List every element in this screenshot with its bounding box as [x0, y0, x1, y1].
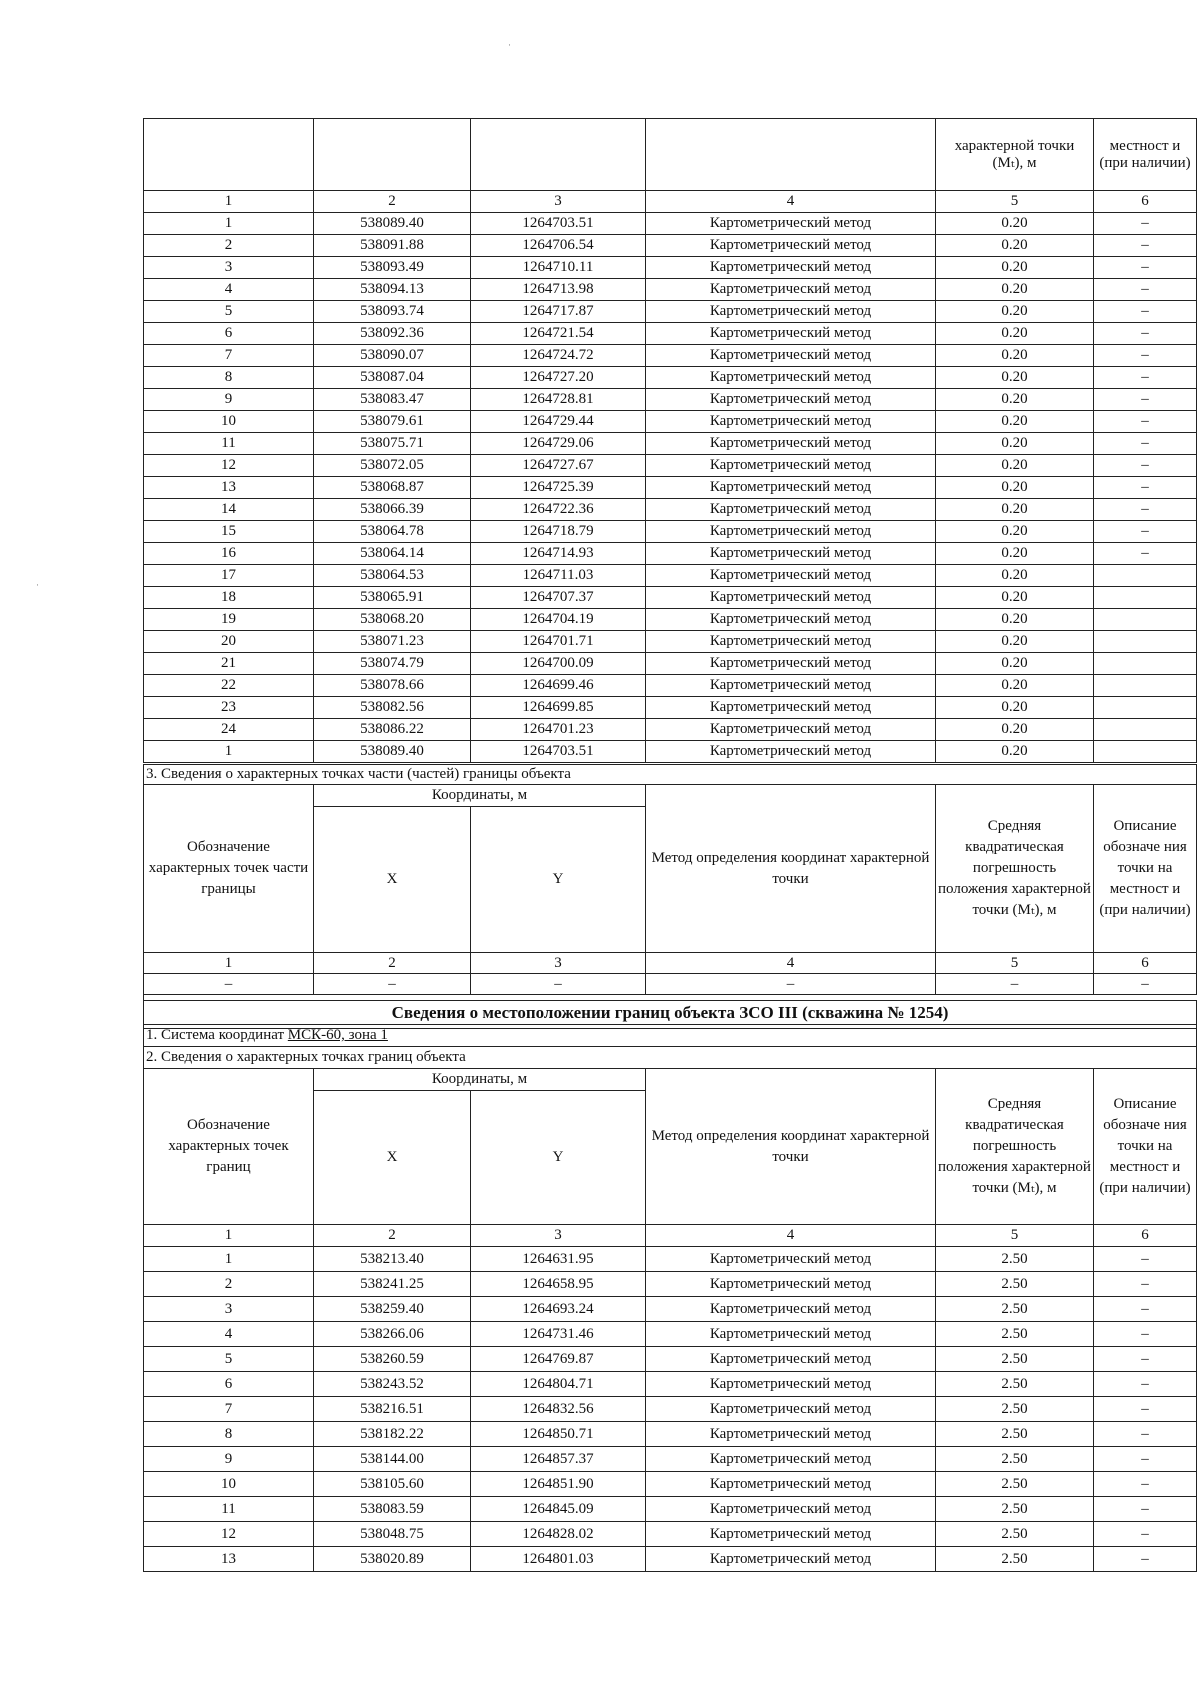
x-cell: 538020.89 — [314, 1547, 471, 1572]
point-id-cell: 4 — [144, 279, 314, 301]
y-cell: 1264714.93 — [471, 543, 646, 565]
header-description: Описание обозначе ния точки на местност и (при наличии) — [1094, 1069, 1197, 1225]
point-id-cell: 7 — [144, 1397, 314, 1422]
method-cell: Картометрический метод — [646, 1372, 936, 1397]
table-row — [144, 697, 1197, 719]
x-cell: 538075.71 — [314, 433, 471, 455]
description-cell: – — [1094, 433, 1197, 455]
x-cell: 538260.59 — [314, 1347, 471, 1372]
x-cell: 538074.79 — [314, 653, 471, 675]
description-cell: – — [1094, 455, 1197, 477]
point-id-cell: 10 — [144, 1472, 314, 1497]
method-cell: Картометрический метод — [646, 1497, 936, 1522]
point-id-cell: 13 — [144, 1547, 314, 1572]
y-cell: 1264727.67 — [471, 455, 646, 477]
x-cell: 538072.05 — [314, 455, 471, 477]
description-cell: – — [1094, 323, 1197, 345]
y-cell: 1264631.95 — [471, 1247, 646, 1272]
y-cell: 1264713.98 — [471, 279, 646, 301]
point-id-cell: 3 — [144, 1297, 314, 1322]
method-cell: Картометрический метод — [646, 565, 936, 587]
table-row — [144, 1522, 1197, 1547]
description-cell: – — [1094, 1247, 1197, 1272]
error-cell: 2.50 — [936, 1547, 1094, 1572]
error-cell: 0.20 — [936, 257, 1094, 279]
error-cell: 0.20 — [936, 719, 1094, 741]
y-cell: 1264728.81 — [471, 389, 646, 411]
point-id-cell: 1 — [144, 741, 314, 763]
section3-title: 3. Сведения о характерных точках части (частей) границы объекта — [144, 765, 1197, 785]
x-cell: 538092.36 — [314, 323, 471, 345]
coordinate-system-value: МСК-60, зона 1 — [287, 1027, 388, 1043]
error-cell: 0.20 — [936, 455, 1094, 477]
x-cell: 538065.91 — [314, 587, 471, 609]
table-row — [144, 653, 1197, 675]
y-cell: 1264704.19 — [471, 609, 646, 631]
x-cell: 538083.47 — [314, 389, 471, 411]
y-cell: 1264801.03 — [471, 1547, 646, 1572]
x-cell: 538216.51 — [314, 1397, 471, 1422]
point-id-cell: 23 — [144, 697, 314, 719]
point-id-cell: 19 — [144, 609, 314, 631]
header-description: местност и (при наличии) — [1094, 119, 1197, 191]
error-cell: 0.20 — [936, 543, 1094, 565]
x-cell: 538091.88 — [314, 235, 471, 257]
y-cell: 1264703.51 — [471, 741, 646, 763]
table-row: – – – – – – — [144, 974, 1197, 995]
error-cell: 0.20 — [936, 499, 1094, 521]
error-cell: 0.20 — [936, 675, 1094, 697]
y-cell: 1264804.71 — [471, 1372, 646, 1397]
table-row — [144, 565, 1197, 587]
point-id-cell: 4 — [144, 1322, 314, 1347]
table-row — [144, 477, 1197, 499]
header-description: Описание обозначе ния точки на местност и (при наличии) — [1094, 785, 1197, 953]
description-cell: – — [1094, 389, 1197, 411]
x-cell: 538064.78 — [314, 521, 471, 543]
y-cell: 1264693.24 — [471, 1297, 646, 1322]
description-cell: – — [1094, 543, 1197, 565]
error-cell: 0.20 — [936, 279, 1094, 301]
y-cell: 1264729.44 — [471, 411, 646, 433]
y-cell: 1264706.54 — [471, 235, 646, 257]
method-cell: Картометрический метод — [646, 1247, 936, 1272]
x-cell: 538079.61 — [314, 411, 471, 433]
point-id-cell: 5 — [144, 1347, 314, 1372]
y-cell: 1264724.72 — [471, 345, 646, 367]
zso-table — [143, 1000, 1197, 1572]
method-cell: Картометрический метод — [646, 257, 936, 279]
column-numbers-row: 1 2 3 4 5 6 — [144, 1225, 1197, 1247]
table-row — [144, 675, 1197, 697]
table-row — [144, 389, 1197, 411]
method-cell: Картометрический метод — [646, 367, 936, 389]
table-row — [144, 499, 1197, 521]
x-cell: 538182.22 — [314, 1422, 471, 1447]
x-cell: 538241.25 — [314, 1272, 471, 1297]
point-id-cell: 3 — [144, 257, 314, 279]
header-x: X — [314, 807, 471, 953]
y-cell: 1264727.20 — [471, 367, 646, 389]
description-cell: – — [1094, 213, 1197, 235]
x-cell: 538082.56 — [314, 697, 471, 719]
method-cell: Картометрический метод — [646, 609, 936, 631]
table-row — [144, 719, 1197, 741]
table-row — [144, 631, 1197, 653]
error-cell: 2.50 — [936, 1372, 1094, 1397]
table-row — [144, 455, 1197, 477]
table-row — [144, 411, 1197, 433]
description-cell: – — [1094, 279, 1197, 301]
header-method: Метод определения координат характерной точки — [646, 1069, 936, 1225]
x-cell: 538089.40 — [314, 213, 471, 235]
table-row — [144, 1247, 1197, 1272]
description-cell — [1094, 675, 1197, 697]
table-row — [144, 323, 1197, 345]
table-row — [144, 257, 1197, 279]
table-row — [144, 301, 1197, 323]
table-row — [144, 741, 1197, 763]
point-id-cell: 24 — [144, 719, 314, 741]
point-id-cell: 7 — [144, 345, 314, 367]
error-cell: 2.50 — [936, 1272, 1094, 1297]
method-cell: Картометрический метод — [646, 499, 936, 521]
y-cell: 1264851.90 — [471, 1472, 646, 1497]
table-row — [144, 1447, 1197, 1472]
description-cell: – — [1094, 367, 1197, 389]
method-cell: Картометрический метод — [646, 411, 936, 433]
point-id-cell: 17 — [144, 565, 314, 587]
description-cell: – — [1094, 1522, 1197, 1547]
error-cell: 2.50 — [936, 1397, 1094, 1422]
description-cell — [1094, 587, 1197, 609]
header-error: характерной точки (Mₜ), м — [936, 119, 1094, 191]
error-cell: 0.20 — [936, 433, 1094, 455]
description-cell — [1094, 719, 1197, 741]
x-cell: 538068.20 — [314, 609, 471, 631]
point-id-cell: 5 — [144, 301, 314, 323]
point-id-cell: 13 — [144, 477, 314, 499]
description-cell: – — [1094, 1297, 1197, 1322]
header-y: Y — [471, 807, 646, 953]
description-cell — [1094, 565, 1197, 587]
error-cell: 2.50 — [936, 1347, 1094, 1372]
error-cell: 0.20 — [936, 697, 1094, 719]
method-cell: Картометрический метод — [646, 1447, 936, 1472]
table-row — [144, 1397, 1197, 1422]
error-cell: 0.20 — [936, 301, 1094, 323]
error-cell: 0.20 — [936, 631, 1094, 653]
y-cell: 1264710.11 — [471, 257, 646, 279]
x-cell: 538144.00 — [314, 1447, 471, 1472]
method-cell: Картометрический метод — [646, 1397, 936, 1422]
x-cell: 538064.14 — [314, 543, 471, 565]
header-error: Средняя квадратическая погрешность положения характерной точки (Mₜ), м — [936, 785, 1094, 953]
method-cell: Картометрический метод — [646, 1322, 936, 1347]
method-cell: Картометрический метод — [646, 279, 936, 301]
description-cell: – — [1094, 1372, 1197, 1397]
table-row — [144, 279, 1197, 301]
point-id-cell: 2 — [144, 235, 314, 257]
x-cell: 538068.87 — [314, 477, 471, 499]
error-cell: 2.50 — [936, 1447, 1094, 1472]
method-cell: Картометрический метод — [646, 345, 936, 367]
x-cell: 538078.66 — [314, 675, 471, 697]
error-cell: 0.20 — [936, 345, 1094, 367]
table-row — [144, 235, 1197, 257]
method-cell: Картометрический метод — [646, 1272, 936, 1297]
method-cell: Картометрический метод — [646, 653, 936, 675]
header-y: Y — [471, 1091, 646, 1225]
y-cell: 1264828.02 — [471, 1522, 646, 1547]
header-point-id: Обозначение характерных точек части границы — [144, 785, 314, 953]
table-row — [144, 1322, 1197, 1347]
error-cell: 2.50 — [936, 1297, 1094, 1322]
scan-mark: · — [36, 580, 39, 590]
error-cell: 0.20 — [936, 565, 1094, 587]
x-cell: 538064.53 — [314, 565, 471, 587]
method-cell: Картометрический метод — [646, 1297, 936, 1322]
header-coordinates: Координаты, м — [314, 1069, 646, 1091]
table-row — [144, 1472, 1197, 1497]
table-row — [144, 1372, 1197, 1397]
method-cell: Картометрический метод — [646, 697, 936, 719]
point-id-cell: 11 — [144, 1497, 314, 1522]
y-cell: 1264769.87 — [471, 1347, 646, 1372]
error-cell: 0.20 — [936, 741, 1094, 763]
description-cell: – — [1094, 257, 1197, 279]
method-cell: Картометрический метод — [646, 675, 936, 697]
method-cell: Картометрический метод — [646, 213, 936, 235]
y-cell: 1264721.54 — [471, 323, 646, 345]
point-id-cell: 9 — [144, 389, 314, 411]
point-id-cell: 1 — [144, 1247, 314, 1272]
description-cell: – — [1094, 1272, 1197, 1297]
x-cell: 538266.06 — [314, 1322, 471, 1347]
table-body — [144, 213, 1197, 763]
point-id-cell: 11 — [144, 433, 314, 455]
column-numbers-row: 1 2 3 4 5 6 — [144, 953, 1197, 974]
x-cell: 538213.40 — [314, 1247, 471, 1272]
error-cell: 2.50 — [936, 1422, 1094, 1447]
y-cell: 1264725.39 — [471, 477, 646, 499]
method-cell: Картометрический метод — [646, 719, 936, 741]
error-cell: 0.20 — [936, 587, 1094, 609]
error-cell: 2.50 — [936, 1497, 1094, 1522]
description-cell — [1094, 631, 1197, 653]
x-cell: 538243.52 — [314, 1372, 471, 1397]
method-cell: Картометрический метод — [646, 1547, 936, 1572]
x-cell: 538048.75 — [314, 1522, 471, 1547]
y-cell: 1264701.23 — [471, 719, 646, 741]
table-row — [144, 213, 1197, 235]
method-cell: Картометрический метод — [646, 433, 936, 455]
method-cell: Картометрический метод — [646, 455, 936, 477]
column-numbers-row: 1 2 3 4 5 6 — [144, 191, 1197, 213]
y-cell: 1264850.71 — [471, 1422, 646, 1447]
header-coordinates: Координаты, м — [314, 785, 646, 807]
table-body — [144, 1247, 1197, 1572]
table-row — [144, 345, 1197, 367]
x-cell: 538066.39 — [314, 499, 471, 521]
point-id-cell: 12 — [144, 1522, 314, 1547]
table-row — [144, 1347, 1197, 1372]
description-cell: – — [1094, 477, 1197, 499]
boundary-points-table — [143, 118, 1197, 763]
description-cell — [1094, 741, 1197, 763]
zso-title: Сведения о местоположении границ объекта ЗСО III (скважина № 1254) — [144, 1001, 1197, 1025]
error-cell: 0.20 — [936, 411, 1094, 433]
error-cell: 2.50 — [936, 1472, 1094, 1497]
y-cell: 1264845.09 — [471, 1497, 646, 1522]
description-cell: – — [1094, 1397, 1197, 1422]
point-id-cell: 21 — [144, 653, 314, 675]
x-cell: 538259.40 — [314, 1297, 471, 1322]
error-cell: 2.50 — [936, 1247, 1094, 1272]
error-cell: 0.20 — [936, 653, 1094, 675]
table-row — [144, 1272, 1197, 1297]
table-row — [144, 609, 1197, 631]
point-id-cell: 10 — [144, 411, 314, 433]
method-cell: Картометрический метод — [646, 301, 936, 323]
description-cell: – — [1094, 521, 1197, 543]
x-cell: 538105.60 — [314, 1472, 471, 1497]
coordinate-system: 1. Система координат МСК-60, зона 1 — [144, 1025, 1197, 1047]
y-cell: 1264699.85 — [471, 697, 646, 719]
y-cell: 1264729.06 — [471, 433, 646, 455]
table-row — [144, 1547, 1197, 1572]
method-cell: Картометрический метод — [646, 1422, 936, 1447]
y-cell: 1264700.09 — [471, 653, 646, 675]
scan-mark: · — [508, 40, 511, 50]
description-cell — [1094, 653, 1197, 675]
table-row — [144, 367, 1197, 389]
x-cell: 538087.04 — [314, 367, 471, 389]
y-cell: 1264832.56 — [471, 1397, 646, 1422]
y-cell: 1264711.03 — [471, 565, 646, 587]
x-cell: 538083.59 — [314, 1497, 471, 1522]
x-cell: 538086.22 — [314, 719, 471, 741]
point-id-cell: 2 — [144, 1272, 314, 1297]
point-id-cell: 15 — [144, 521, 314, 543]
error-cell: 0.20 — [936, 367, 1094, 389]
description-cell: – — [1094, 1322, 1197, 1347]
y-cell: 1264731.46 — [471, 1322, 646, 1347]
description-cell: – — [1094, 345, 1197, 367]
error-cell: 0.20 — [936, 235, 1094, 257]
description-cell: – — [1094, 499, 1197, 521]
error-cell: 2.50 — [936, 1322, 1094, 1347]
point-id-cell: 6 — [144, 323, 314, 345]
point-id-cell: 1 — [144, 213, 314, 235]
method-cell: Картометрический метод — [646, 1522, 936, 1547]
point-id-cell: 14 — [144, 499, 314, 521]
y-cell: 1264707.37 — [471, 587, 646, 609]
error-cell: 0.20 — [936, 389, 1094, 411]
description-cell: – — [1094, 235, 1197, 257]
point-id-cell: 8 — [144, 1422, 314, 1447]
section2-title: 2. Сведения о характерных точках границ объекта — [144, 1047, 1197, 1069]
y-cell: 1264658.95 — [471, 1272, 646, 1297]
header-error: Средняя квадратическая погрешность положения характерной точки (Mₜ), м — [936, 1069, 1094, 1225]
y-cell: 1264857.37 — [471, 1447, 646, 1472]
header-x: X — [314, 1091, 471, 1225]
table-row — [144, 1422, 1197, 1447]
x-cell: 538089.40 — [314, 741, 471, 763]
header-point-id: Обозначение характерных точек границ — [144, 1069, 314, 1225]
x-cell: 538090.07 — [314, 345, 471, 367]
description-cell: – — [1094, 1472, 1197, 1497]
method-cell: Картометрический метод — [646, 543, 936, 565]
table-row — [144, 521, 1197, 543]
x-cell: 538093.74 — [314, 301, 471, 323]
description-cell: – — [1094, 1347, 1197, 1372]
method-cell: Картометрический метод — [646, 741, 936, 763]
x-cell: 538093.49 — [314, 257, 471, 279]
description-cell: – — [1094, 301, 1197, 323]
y-cell: 1264717.87 — [471, 301, 646, 323]
table-row — [144, 1497, 1197, 1522]
x-cell: 538094.13 — [314, 279, 471, 301]
description-cell: – — [1094, 1497, 1197, 1522]
point-id-cell: 22 — [144, 675, 314, 697]
error-cell: 2.50 — [936, 1522, 1094, 1547]
error-cell: 0.20 — [936, 323, 1094, 345]
error-cell: 0.20 — [936, 213, 1094, 235]
error-cell: 0.20 — [936, 609, 1094, 631]
section3-table — [143, 764, 1197, 1029]
point-id-cell: 18 — [144, 587, 314, 609]
method-cell: Картометрический метод — [646, 235, 936, 257]
error-cell: 0.20 — [936, 521, 1094, 543]
description-cell: – — [1094, 1547, 1197, 1572]
y-cell: 1264703.51 — [471, 213, 646, 235]
x-cell: 538071.23 — [314, 631, 471, 653]
method-cell: Картометрический метод — [646, 389, 936, 411]
point-id-cell: 6 — [144, 1372, 314, 1397]
method-cell: Картометрический метод — [646, 631, 936, 653]
point-id-cell: 16 — [144, 543, 314, 565]
header-row — [144, 119, 1197, 191]
method-cell: Картометрический метод — [646, 1472, 936, 1497]
error-cell: 0.20 — [936, 477, 1094, 499]
point-id-cell: 8 — [144, 367, 314, 389]
description-cell — [1094, 609, 1197, 631]
method-cell: Картометрический метод — [646, 587, 936, 609]
point-id-cell: 9 — [144, 1447, 314, 1472]
table-row — [144, 587, 1197, 609]
method-cell: Картометрический метод — [646, 521, 936, 543]
method-cell: Картометрический метод — [646, 477, 936, 499]
y-cell: 1264701.71 — [471, 631, 646, 653]
table-row — [144, 543, 1197, 565]
y-cell: 1264718.79 — [471, 521, 646, 543]
table-row — [144, 433, 1197, 455]
method-cell: Картометрический метод — [646, 1347, 936, 1372]
description-cell: – — [1094, 411, 1197, 433]
y-cell: 1264722.36 — [471, 499, 646, 521]
description-cell: – — [1094, 1422, 1197, 1447]
point-id-cell: 20 — [144, 631, 314, 653]
y-cell: 1264699.46 — [471, 675, 646, 697]
point-id-cell: 12 — [144, 455, 314, 477]
table-row — [144, 1297, 1197, 1322]
method-cell: Картометрический метод — [646, 323, 936, 345]
header-method: Метод определения координат характерной точки — [646, 785, 936, 953]
description-cell — [1094, 697, 1197, 719]
description-cell: – — [1094, 1447, 1197, 1472]
